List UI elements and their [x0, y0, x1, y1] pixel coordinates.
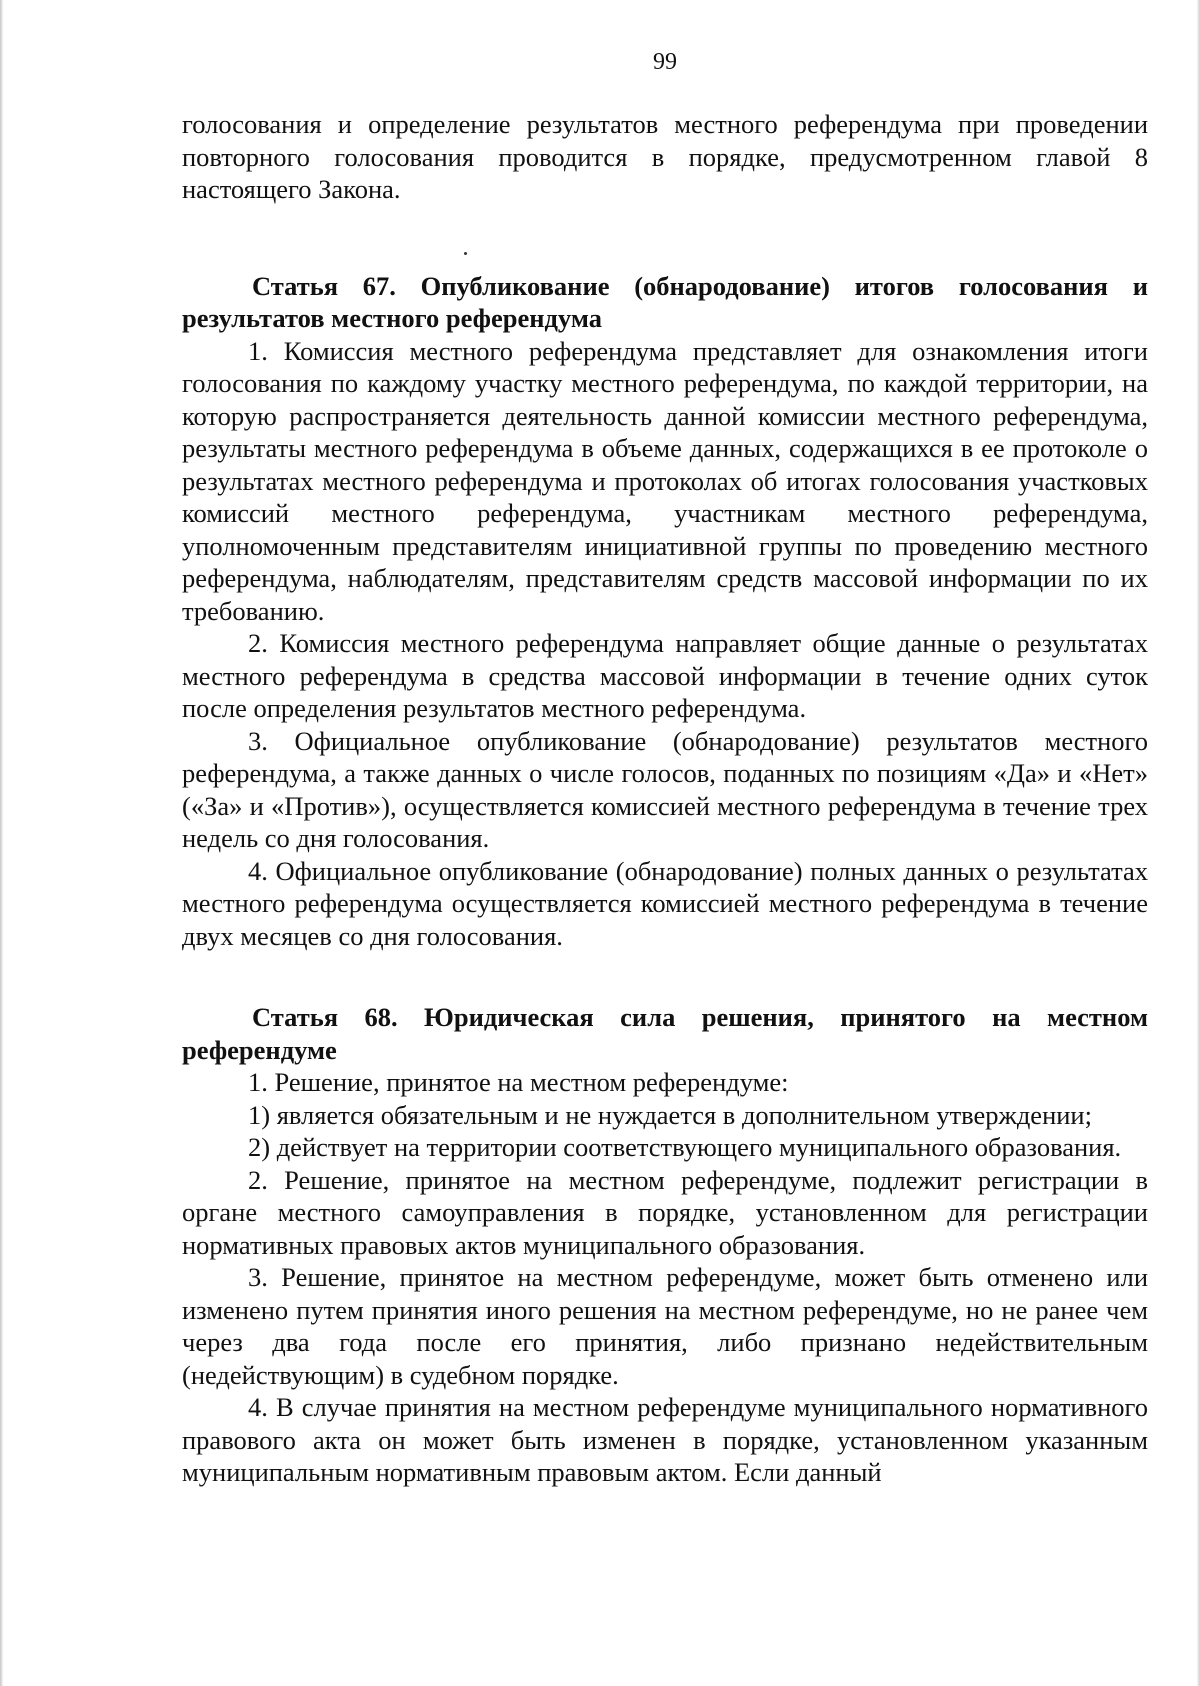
article-68-paragraph-1: 1. Решение, принятое на местном референдуме:	[248, 1067, 789, 1097]
article-68-paragraph-2: 2. Решение, принятое на местном референдуме, подлежит регистрации в органе местного самоуправления в порядке, установленном для регистрации нормативных правовых актов муниципального образования.	[182, 1164, 1148, 1260]
continued-paragraph: голосования и определение результатов местного референдума при проведении повторного голосования проводится в порядке, предусмотренном главой 8 настоящего Закона.	[182, 109, 1148, 204]
article-68-paragraph-3: 3. Решение, принятое на местном референдуме, может быть отменено или изменено путем принятия иного решения на местном референдуме, но не ранее чем через два года после его принятия, либо признано недействительным (недействующим) в судебном порядке.	[182, 1262, 1148, 1390]
article-68-paragraph-4: 4. В случае принятия на местном референдуме муниципального нормативного правового акта он может быть изменен в порядке, установленном указанным муниципальным нормативным правовым актом. Если данный	[182, 1392, 1148, 1487]
article-67-paragraph-2: 2. Комиссия местного референдума направляет общие данные о результатах местного референдума в средства массовой информации в течение одних суток после определения результатов местного референдума.	[182, 628, 1148, 723]
article-68-item-2: 2) действует на территории соответствующего муниципального образования.	[248, 1132, 1122, 1162]
article-68-item-1: 1) является обязательным и не нуждается в дополнительном утверждении;	[248, 1099, 1092, 1130]
section-spacer	[182, 952, 1148, 1001]
article-67-paragraph-4: 4. Официальное опубликование (обнародование) полных данных о результатах местного референдума осуществляется комиссией местного референдума в течение двух месяцев со дня голосования.	[182, 855, 1148, 951]
page-number: 99	[653, 49, 677, 75]
article-68-heading: Статья 68. Юридическая сила решения, принятого на местном референдуме	[182, 1002, 1148, 1065]
article-67-paragraph-3: 3. Официальное опубликование (обнародование) результатов местного референдума, а также данных о числе голосов, поданных по позициям «Да» и «Нет» («За» и «Против»), осуществляется комиссией местного референдума в течение трех недель со дня голосования.	[182, 725, 1148, 853]
article-67-heading: Статья 67. Опубликование (обнародование) итогов голосования и результатов местного референдума	[182, 270, 1148, 333]
section-spacer	[182, 206, 1148, 270]
scan-edge-left	[0, 0, 3, 1686]
article-67-paragraph-1: 1. Комиссия местного референдума представляет для ознакомления итоги голосования по каждому участку местного референдума, по каждой территории, на которую распространяется деятельность данной комиссии местного референдума, результаты местного референдума в объеме данных, содержащихся в ее протоколе о результатах местного референдума и протоколах об итогах голосования участковых комиссий местного референдума, участникам местного референдума, уполномоченным представителям инициативной группы по проведению местного референдума, наблюдателям, представителям средств массовой информации по их требованию.	[182, 335, 1148, 626]
document-body	[182, 108, 1148, 1489]
